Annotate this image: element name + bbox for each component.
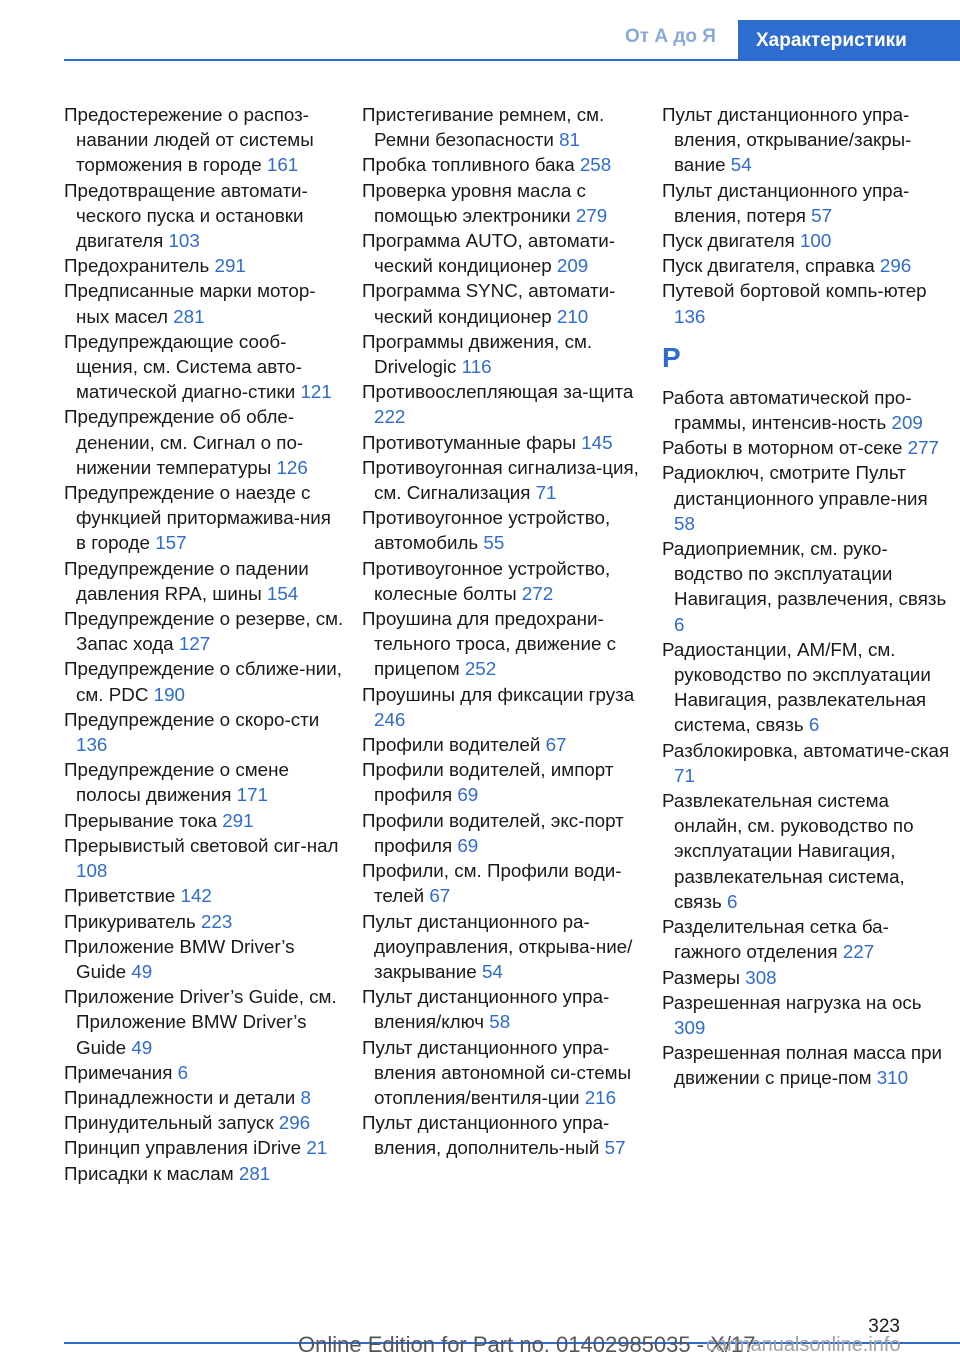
index-entry-page-link[interactable]: 116	[461, 356, 492, 378]
index-entry-text: Предупреждающие сооб-щения, см. Система авто-матической диагно-стики	[64, 330, 302, 403]
index-entry	[362, 984, 644, 1034]
index-entry-text: Прикуриватель	[64, 910, 196, 932]
index-entry	[64, 404, 344, 480]
index-entry	[64, 757, 344, 807]
header-chapter-tab: Характеристики	[738, 20, 960, 61]
index-entry	[662, 536, 952, 637]
index-entry-page-link[interactable]: 296	[879, 255, 912, 277]
index-entry-page-link[interactable]: 58	[674, 512, 695, 534]
index-entry-text: Принцип управления iDrive	[64, 1137, 302, 1159]
index-entry-text: Радиоприемник, см. руко-водство по эксплуатации Навигация, развлечения, связь	[662, 538, 947, 610]
index-entry-text: Радиостанции, AM/FM, см. руководство по эксплуатации Навигация, развлекательная система, связь	[662, 638, 931, 736]
index-entry-page-link[interactable]: 209	[556, 255, 589, 277]
index-entry-page-link[interactable]: 258	[579, 154, 612, 176]
edition-footer: Online Edition for Part no. 01402985035 - X/17	[298, 1332, 756, 1357]
index-entry-page-link[interactable]: 21	[306, 1137, 328, 1159]
index-entry-text: Предостережение о распоз-навании людей от системы торможения в городе	[64, 104, 314, 176]
index-entry-page-link[interactable]: 296	[278, 1112, 311, 1134]
index-entry-page-link[interactable]: 67	[429, 885, 451, 907]
index-entry-page-link[interactable]: 127	[178, 633, 211, 655]
index-entry	[64, 984, 344, 1060]
index-entry	[64, 883, 344, 908]
index-entry-text: Присадки к маслам	[64, 1162, 234, 1184]
index-entry-text: Примечания	[64, 1061, 173, 1083]
index-entry-text: Предупреждение о резерве, см. Запас хода	[64, 608, 344, 655]
index-entry-text: Предохранитель	[64, 255, 210, 277]
index-entry	[662, 435, 952, 460]
index-entry-page-link[interactable]: 71	[535, 482, 557, 504]
index-entry	[362, 178, 644, 228]
index-entry	[362, 858, 644, 908]
index-entry	[64, 278, 344, 328]
index-entry	[362, 505, 644, 555]
index-entry	[64, 1161, 344, 1186]
index-entry-page-link[interactable]: 67	[545, 734, 567, 756]
index-entry-text: Проушина для предохрани-тельного троса, движение с прицепом	[362, 608, 616, 680]
index-entry-page-link[interactable]: 69	[457, 784, 479, 806]
index-entry-page-link[interactable]: 81	[559, 129, 580, 151]
index-entry-page-link[interactable]: 157	[155, 532, 187, 554]
index-entry	[662, 1040, 952, 1090]
index-entry-page-link[interactable]: 136	[76, 734, 108, 756]
index-entry-page-link[interactable]: 281	[173, 305, 205, 327]
index-entry	[662, 738, 952, 788]
index-entry-text: Противоугонное устройство, автомобиль	[362, 507, 611, 554]
index-entry-text: Профили водителей, экс-порт профиля	[362, 809, 624, 856]
index-entry-page-link[interactable]: 6	[726, 890, 738, 912]
index-entry	[362, 379, 644, 429]
index-entry-page-link[interactable]: 69	[457, 834, 479, 856]
index-entry	[64, 102, 344, 178]
index-entry-text: Приветствие	[64, 885, 176, 907]
index-entry-page-link[interactable]: 281	[238, 1162, 271, 1184]
index-entry-page-link[interactable]: 308	[745, 966, 777, 988]
index-entry	[362, 757, 644, 807]
index-entry-page-link[interactable]: 310	[876, 1067, 909, 1089]
index-entry	[662, 385, 952, 435]
index-entry	[362, 1035, 644, 1111]
index-entry	[362, 455, 644, 505]
index-entry	[362, 329, 644, 379]
index-entry-page-link[interactable]: 121	[300, 381, 332, 403]
index-entry	[64, 909, 344, 934]
index-entry-page-link[interactable]: 8	[300, 1086, 311, 1108]
index-entry	[662, 788, 952, 914]
index-entry-text: Прерывистый световой сиг-нал	[64, 834, 339, 856]
index-entry-page-link[interactable]: 100	[799, 230, 832, 252]
index-entry-page-link[interactable]: 54	[730, 154, 752, 176]
index-entry-text: Предупреждение об обле-денении, см. Сигнал о по-нижении температуры	[64, 406, 304, 478]
index-entry-page-link[interactable]: 57	[604, 1137, 626, 1159]
index-entry	[64, 329, 344, 405]
index-entry	[662, 990, 952, 1040]
index-entry	[64, 1060, 344, 1085]
index-entry	[362, 682, 644, 732]
page-number: 323	[868, 1316, 900, 1337]
index-entry-page-link[interactable]: 171	[236, 784, 268, 806]
index-entry-text: Разблокировка, автоматиче-ская	[662, 739, 950, 761]
header-rule	[64, 59, 960, 61]
index-entry-text: Пульт дистанционного ра-диоуправления, открыва-ние/закрывание	[362, 910, 633, 982]
index-entry-text: Путевой бортовой компь-ютер	[662, 280, 927, 302]
index-entry-text: Предписанные марки мотор-ных масел	[64, 280, 316, 327]
index-entry	[662, 228, 952, 253]
index-entry-page-link[interactable]: 272	[521, 582, 554, 604]
index-entry-page-link[interactable]: 136	[674, 305, 706, 327]
index-entry-text: Программы движения, см. Drivelogic	[362, 330, 593, 378]
index-entry-text: Размеры	[662, 966, 741, 988]
index-entry-page-link[interactable]: 49	[131, 1036, 153, 1058]
index-entry-page-link[interactable]: 126	[276, 456, 308, 478]
index-entry-text: Радиоключ, смотрите Пульт дистанционного управле-ния	[662, 462, 928, 509]
index-entry-text: Развлекательная система онлайн, см. руководство по эксплуатации Навигация, развлекательная система, связь	[662, 790, 914, 912]
index-entry-text: Пробка топливного бака	[362, 154, 575, 176]
index-entry	[662, 253, 952, 278]
index-entry-page-link[interactable]: 309	[674, 1016, 706, 1038]
index-entry-text: Пульт дистанционного упра-вления, дополнитель-ный	[362, 1112, 610, 1159]
index-entry-page-link[interactable]: 49	[131, 960, 153, 982]
index-column-1	[64, 102, 344, 1186]
index-entry-page-link[interactable]: 142	[180, 885, 212, 907]
index-entry-text: Программа SYNC, автомати-ческий кондиционер	[362, 280, 616, 327]
index-entry-text: Работы в моторном от-секе	[662, 437, 903, 459]
index-entry-text: Противоугонное устройство, колесные болты	[362, 557, 611, 604]
index-entry-text: Пуск двигателя, справка	[662, 255, 875, 277]
watermark: carmanualsonline.info	[706, 1334, 901, 1356]
index-entry-page-link[interactable]: 161	[266, 154, 299, 176]
index-entry-text: Разрешенная полная масса при движении с прице-пом	[662, 1042, 943, 1089]
index-entry	[64, 178, 344, 254]
index-entry-text: Предотвращение автомати-ческого пуска и остановки двигателя	[64, 179, 308, 252]
index-entry-page-link[interactable]: 222	[374, 406, 406, 428]
index-entry-page-link[interactable]: 252	[464, 658, 497, 680]
index-entry-text: Принудительный запуск	[64, 1112, 274, 1134]
index-entry-page-link[interactable]: 291	[214, 255, 246, 277]
index-entry-text: Противоугонная сигнализа-ция, см. Сигнализация	[362, 456, 639, 504]
index-entry	[64, 556, 344, 606]
index-entry-text: Противоослепляющая за-щита	[362, 381, 634, 403]
index-entry	[362, 808, 644, 858]
index-entry	[362, 606, 644, 682]
index-column-2	[362, 102, 644, 1161]
index-entry-text: Профили, см. Профили води-телей	[362, 860, 622, 907]
index-entry-text: Пульт дистанционного упра-вления автономной си-стемы отопления/вентиля-ции	[362, 1036, 632, 1108]
index-entry-text: Проверка уровня масла с помощью электроники	[362, 179, 586, 226]
index-entry	[662, 637, 952, 738]
index-entry-page-link[interactable]: 277	[907, 437, 939, 459]
index-entry-text: Пульт дистанционного упра-вления, потеря	[662, 179, 910, 226]
index-entry-page-link[interactable]: 154	[266, 582, 299, 604]
index-entry	[362, 1110, 644, 1160]
index-entry-text: Проушины для фиксации груза	[362, 683, 635, 705]
index-entry-text: Пристегивание ремнем, см. Ремни безопасности	[362, 104, 605, 151]
index-entry	[662, 178, 952, 228]
index-entry-text: Предупреждение о падении давления RPA, шины	[64, 557, 309, 604]
index-entry	[362, 909, 644, 985]
index-entry-text: Предупреждение о смене полосы движения	[64, 759, 289, 806]
index-entry-page-link[interactable]: 190	[153, 683, 185, 705]
index-entry	[64, 656, 344, 706]
index-entry	[64, 253, 344, 278]
index-entry	[64, 707, 344, 757]
index-entry-text: Приложение Driver’s Guide, см. Приложение BMW Driver’s Guide	[64, 986, 337, 1058]
index-entry	[362, 732, 644, 757]
index-entry-text: Разделительная сетка ба-гажного отделения	[662, 916, 889, 963]
index-entry-page-link[interactable]: 103	[168, 230, 200, 252]
index-entry-text: Прерывание тока	[64, 809, 217, 831]
index-entry-page-link[interactable]: 216	[584, 1086, 617, 1108]
index-entry-page-link[interactable]: 291	[222, 809, 254, 831]
index-column-3	[662, 102, 952, 1091]
index-entry-page-link[interactable]: 6	[674, 613, 685, 635]
index-entry-text: Приложение BMW Driver’s Guide	[64, 935, 295, 982]
index-entry-page-link[interactable]: 6	[808, 714, 820, 736]
index-entry-text: Противотуманные фары	[362, 431, 576, 453]
index-entry	[362, 278, 644, 328]
index-entry	[362, 430, 644, 455]
index-entry-text: Работа автоматической про-граммы, интенсив-ность	[662, 386, 912, 434]
index-entry	[662, 965, 952, 990]
index-entry-page-link[interactable]: 246	[374, 708, 406, 730]
index-entry-page-link[interactable]: 209	[891, 412, 923, 434]
index-entry-page-link[interactable]: 145	[581, 431, 613, 453]
index-entry-text: Пульт дистанционного упра-вления, открывание/закры-вание	[662, 104, 912, 176]
index-entry	[64, 934, 344, 984]
index-entry	[64, 1085, 344, 1110]
index-entry-page-link[interactable]: 6	[177, 1061, 189, 1083]
index-entry	[662, 278, 952, 328]
index-entry-page-link[interactable]: 210	[556, 305, 589, 327]
index-entry	[64, 1135, 344, 1160]
index-entry-page-link[interactable]: 223	[200, 910, 233, 932]
index-entry-page-link[interactable]: 55	[483, 532, 505, 554]
index-letter-heading: Р	[662, 341, 681, 373]
index-entry-text: Пульт дистанционного упра-вления/ключ	[362, 986, 610, 1033]
index-entry-text: Разрешенная нагрузка на ось	[662, 991, 922, 1013]
index-entry-page-link[interactable]: 227	[842, 941, 875, 963]
index-entry	[64, 606, 344, 656]
index-entry-text: Предупреждение о наезде с функцией притормажива-ния в городе	[64, 482, 331, 554]
index-entry	[64, 808, 344, 833]
index-entry	[362, 556, 644, 606]
index-entry	[64, 833, 344, 883]
index-entry-text: Предупреждение о сближе-нии, см. PDC	[64, 658, 342, 705]
index-entry-page-link[interactable]: 54	[481, 960, 503, 982]
index-entry	[362, 228, 644, 278]
index-entry-text: Профили водителей	[362, 734, 541, 756]
index-entry-page-link[interactable]: 279	[575, 204, 608, 226]
index-entry-page-link[interactable]: 108	[76, 860, 108, 882]
index-entry	[662, 102, 952, 178]
index-entry-text: Пуск двигателя	[662, 230, 795, 252]
index-entry-page-link[interactable]: 71	[674, 764, 695, 786]
index-entry-text: Принадлежности и детали	[64, 1086, 296, 1108]
index-entry	[64, 1110, 344, 1135]
header-section-title: От А до Я	[625, 26, 716, 47]
index-entry	[362, 152, 644, 177]
index-entry	[64, 480, 344, 556]
index-entry-text: Программа AUTO, автомати-ческий кондиционер	[362, 230, 616, 277]
index-entry-page-link[interactable]: 57	[811, 204, 832, 226]
index-entry-text: Профили водителей, импорт профиля	[362, 759, 614, 806]
index-entry	[362, 102, 644, 152]
index-entry-text: Предупреждение о скоро-сти	[64, 708, 320, 730]
index-entry	[662, 460, 952, 536]
index-entry-page-link[interactable]: 58	[489, 1011, 511, 1033]
index-entry	[662, 914, 952, 964]
